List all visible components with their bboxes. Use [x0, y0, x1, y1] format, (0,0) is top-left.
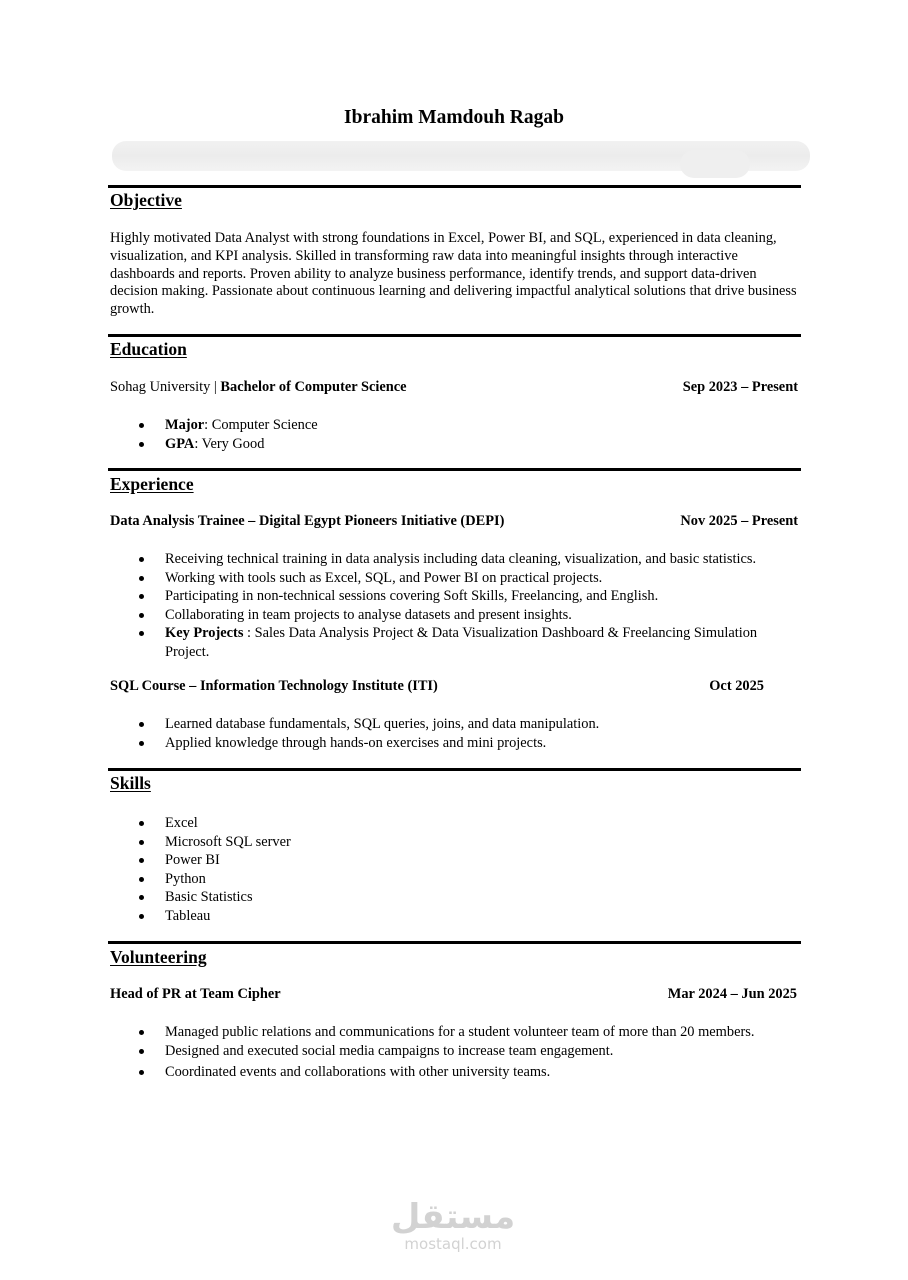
- skill-name: Basic Statistics: [165, 889, 253, 905]
- section-title-experience: Experience: [110, 474, 194, 494]
- degree-name: Bachelor of Computer Science: [220, 379, 407, 395]
- bullet-icon: [139, 877, 144, 882]
- job-role: SQL Course – Information Technology Institute (ITI): [110, 678, 438, 694]
- list-item: [110, 550, 800, 569]
- bullet-icon: [139, 1070, 144, 1075]
- bullet-icon: [139, 722, 144, 727]
- section-title-volunteering: Volunteering: [110, 947, 207, 967]
- section-title-skills: Skills: [110, 773, 151, 793]
- skill-name: Excel: [165, 815, 198, 831]
- list-item: [110, 870, 800, 889]
- list-item: [110, 1063, 800, 1082]
- list-item: [110, 416, 800, 435]
- bullet-icon: [139, 858, 144, 863]
- redacted-contact-info-blob: [680, 150, 750, 178]
- skill-name: Microsoft SQL server: [165, 833, 291, 850]
- bullet-text: Participating in non-technical sessions covering Soft Skills, Freelancing, and English.: [165, 588, 659, 604]
- volunteering-bullets: [110, 1023, 800, 1082]
- list-item: [110, 569, 800, 588]
- list-item: [110, 1023, 800, 1042]
- education-details-list: [110, 416, 800, 453]
- bullet-icon: [139, 821, 144, 826]
- item-value: : Very Good: [194, 435, 265, 452]
- education-entry: [110, 379, 798, 397]
- bullet-icon: [139, 840, 144, 845]
- volunteering-entry-heading: [110, 986, 797, 1004]
- bullet-icon: [139, 442, 144, 447]
- list-item: [110, 888, 800, 907]
- bullet-text: Collaborating in team projects to analyse datasets and present insights.: [165, 606, 572, 623]
- section-divider: [108, 768, 801, 771]
- bullet-icon: [139, 613, 144, 618]
- bullet-text: Learned database fundamentals, SQL queries, joins, and data manipulation.: [165, 716, 600, 732]
- experience-bullets: [110, 715, 800, 752]
- list-item: [110, 606, 800, 625]
- item-label: Major: [165, 417, 205, 433]
- skill-name: Python: [165, 870, 206, 887]
- objective-text: Highly motivated Data Analyst with strong foundations in Excel, Power BI, and SQL, experienced in data cleaning, visualization, and KPI analysis. Skilled in transforming raw data into meaningful insights through interactive dashboards and reports. Proven ability to analyze business performance, identify trends, and support data-driven decision making. Passionate about continuous learning and delivering impactful analytical solutions that drive business growth.: [110, 230, 797, 318]
- job-dates: Oct 2025: [709, 678, 764, 694]
- bullet-icon: [139, 741, 144, 746]
- section-divider: [108, 468, 801, 471]
- bullet-text: Working with tools such as Excel, SQL, and Power BI on practical projects.: [165, 569, 603, 586]
- job-role: Data Analysis Trainee – Digital Egypt Pioneers Initiative (DEPI): [110, 513, 505, 529]
- list-item: [110, 624, 800, 661]
- item-label: GPA: [165, 435, 195, 452]
- bullet-text: Managed public relations and communications for a student volunteer team of more than 20 members.: [165, 1024, 755, 1040]
- skill-name: Power BI: [165, 852, 220, 868]
- list-item: [110, 715, 800, 734]
- experience-entry-heading: [110, 678, 764, 696]
- bullet-icon: [139, 423, 144, 428]
- section-title-objective: Objective: [110, 190, 182, 210]
- skill-name: Tableau: [165, 907, 211, 924]
- education-heading: [110, 379, 407, 396]
- list-item: [110, 851, 800, 870]
- bullet-icon: [139, 594, 144, 599]
- section-title-education: Education: [110, 339, 187, 359]
- candidate-name: Ibrahim Mamdouh Ragab: [344, 107, 564, 128]
- bullet-icon: [139, 557, 144, 562]
- job-dates: Nov 2025 – Present: [680, 513, 798, 529]
- list-item: [110, 435, 800, 454]
- key-projects-label: Key Projects: [165, 625, 244, 641]
- bullet-icon: [139, 631, 144, 636]
- list-item: [110, 587, 800, 606]
- education-dates: Sep 2023 – Present: [682, 379, 798, 395]
- separator: |: [210, 379, 221, 395]
- volunteer-role: Head of PR at Team Cipher: [110, 986, 281, 1002]
- watermark-logo: [378, 1198, 528, 1252]
- bullet-text: Applied knowledge through hands-on exercises and mini projects.: [165, 734, 547, 751]
- volunteer-dates: Mar 2024 – Jun 2025: [667, 986, 797, 1002]
- list-item: [110, 734, 800, 753]
- bullet-icon: [139, 895, 144, 900]
- item-value: : Computer Science: [204, 417, 318, 433]
- section-divider: [108, 941, 801, 944]
- bullet-text: Coordinated events and collaborations with other university teams.: [165, 1064, 551, 1080]
- experience-bullets: [110, 550, 800, 661]
- bullet-icon: [139, 576, 144, 581]
- skills-list: [110, 814, 800, 925]
- experience-entry-heading: [110, 513, 798, 531]
- bullet-icon: [139, 1049, 144, 1054]
- list-item: [110, 907, 800, 926]
- bullet-text: Receiving technical training in data analysis including data cleaning, visualization, and basic statistics.: [165, 551, 757, 567]
- list-item: [110, 1042, 800, 1061]
- section-divider: [108, 334, 801, 337]
- bullet-icon: [139, 914, 144, 919]
- bullet-icon: [139, 1030, 144, 1035]
- institution-name: Sohag University: [110, 379, 211, 395]
- list-item: [110, 814, 800, 833]
- watermark-latin-text: mostaql.com: [404, 1235, 502, 1253]
- watermark-arabic-text: مستقل: [390, 1197, 516, 1237]
- bullet-text: Designed and executed social media campaigns to increase team engagement.: [165, 1042, 614, 1059]
- section-divider: [108, 185, 801, 188]
- key-projects-text: : Sales Data Analysis Project & Data Visualization Dashboard & Freelancing Simulation Project.: [165, 625, 758, 660]
- list-item: [110, 833, 800, 852]
